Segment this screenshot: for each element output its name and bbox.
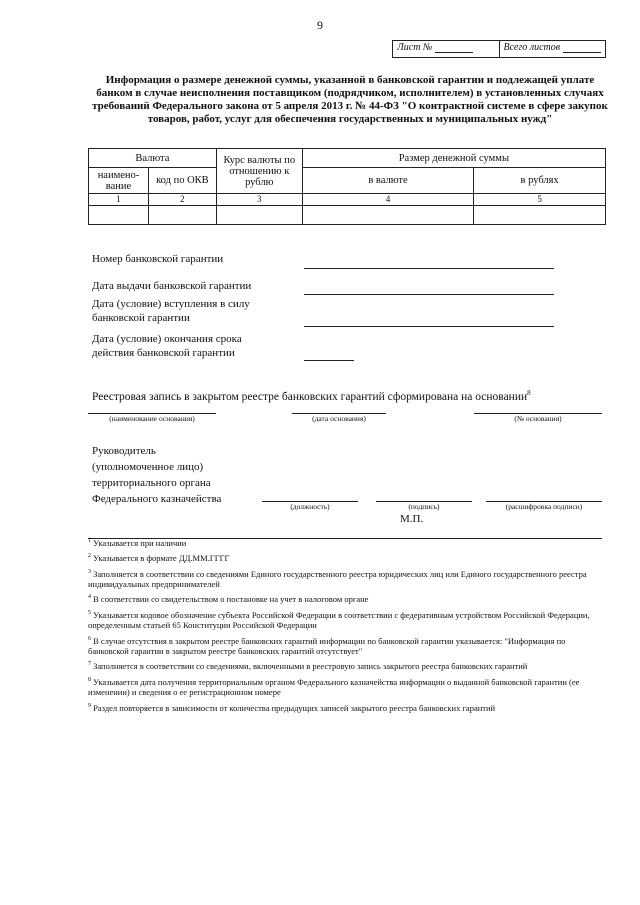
col-number: 5 — [474, 194, 606, 206]
name-col-header: наимено-вание — [89, 168, 149, 194]
table-cell[interactable] — [89, 206, 149, 225]
signature-field[interactable]: (подпись) — [376, 501, 472, 511]
in-rubles-col-header: в рублях — [474, 168, 606, 194]
amount-header: Размер денежной суммы — [302, 149, 605, 168]
in-currency-col-header: в валюте — [302, 168, 474, 194]
amount-table — [88, 148, 606, 225]
footnote: $^5$ Указывается кодовое обозначение субъекта Российской Федерации в соответствии с федеративным устройством Российской Федерации, определенным статьей 65 Конституции Российской Федерации — [88, 609, 590, 631]
document-title: Информация о размере денежной суммы, указанной в банковской гарантии и подлежащей уплате банком в случае неисполнения поставщиком (подрядчиком, исполнителем) в установленных случаях требований Федерального закона от 5 апреля 2013 г. № 44-ФЗ "О контрактной системе в сфере закупок товаров, работ, услуг для обеспечения государственных и муниципальных нужд" — [92, 74, 608, 125]
registry-basis-text: Реестровая запись в закрытом реестре банковских гарантий сформирована на основании$^8$ — [92, 389, 531, 403]
signatory-title: Руководитель (уполномоченное лицо) территориального органа Федерального казначейства — [92, 445, 222, 505]
footnote: $^6$ В случае отсутствия в закрытом реестре банковских гарантий информации по банковской гарантии указывается: "Информация по банковской гарантии в закрытом реестре банковских гарантий отсутствует" — [88, 635, 566, 656]
footnotes — [88, 536, 608, 716]
sheet-info-box — [392, 40, 606, 58]
footnote: $^8$ Указывается дата получения территориальным органом Федерального казначейства информации о выданной банковской гарантии (ее изменении) и сведения о ее регистрационном номере — [88, 676, 580, 698]
col-number: 4 — [302, 194, 474, 206]
table-cell[interactable] — [302, 206, 474, 225]
footnote: $^1$ Указывается при наличии — [88, 537, 187, 548]
table-cell[interactable] — [148, 206, 216, 225]
footnote: $^2$ Указывается в формате ДД.ММ.ГГГГ — [88, 553, 230, 564]
issue-date-label: Дата выдачи банковской гарантии — [92, 280, 252, 292]
col-number: 2 — [148, 194, 216, 206]
sheet-total-label: Всего листов — [503, 42, 561, 53]
sheet-number-label: Лист № — [397, 42, 433, 53]
basis-number-field[interactable]: (№ основания) — [474, 413, 602, 423]
col-number: 3 — [216, 194, 302, 206]
end-date-field[interactable] — [304, 360, 354, 361]
position-field[interactable]: (должность) — [262, 501, 358, 511]
okv-col-header: код по ОКВ — [148, 168, 216, 194]
footnote: $^9$ Раздел повторяется в зависимости от количества предыдущих записей закрытого реестра банковских гарантий — [88, 702, 496, 713]
rate-header: Курс валюты по отношению к рублю — [216, 149, 302, 194]
guarantee-number-field[interactable] — [304, 268, 554, 269]
basis-date-field[interactable]: (дата основания) — [292, 413, 386, 423]
table-cell[interactable] — [216, 206, 302, 225]
basis-name-field[interactable]: (наименование основания) — [88, 413, 216, 423]
footnote: $^4$ В соответствии со свидетельством о постановке на учет в налоговом органе — [88, 594, 369, 605]
sheet-total-cell[interactable] — [500, 41, 606, 57]
currency-header: Валюта — [89, 149, 217, 168]
sheet-number-cell[interactable] — [393, 41, 500, 57]
issue-date-field[interactable] — [304, 294, 554, 295]
end-date-label-cont: действия банковской гарантии — [92, 347, 235, 359]
end-date-label: Дата (условие) окончания срока — [92, 333, 242, 345]
entry-date-label-cont: банковской гарантии — [92, 312, 190, 324]
guarantee-number-label: Номер банковской гарантии — [92, 253, 224, 265]
col-number: 1 — [89, 194, 149, 206]
stamp-place: М.П. — [400, 513, 424, 525]
table-cell[interactable] — [474, 206, 606, 225]
entry-date-label: Дата (условие) вступления в силу — [92, 298, 250, 310]
entry-date-field[interactable] — [304, 326, 554, 327]
footnote: $^3$ Заполняется в соответствии со сведениями Единого государственного реестра юридических лиц или Единого государственного реестра индивидуальных предпринимателей — [88, 568, 587, 589]
signature-decode-field[interactable]: (расшифровка подписи) — [486, 501, 602, 511]
footnote: $^7$ Заполняется в соответствии со сведениями, включенными в реестровую запись закрытого реестра банковских гарантий — [88, 661, 528, 672]
page-number: 9 — [317, 18, 323, 32]
